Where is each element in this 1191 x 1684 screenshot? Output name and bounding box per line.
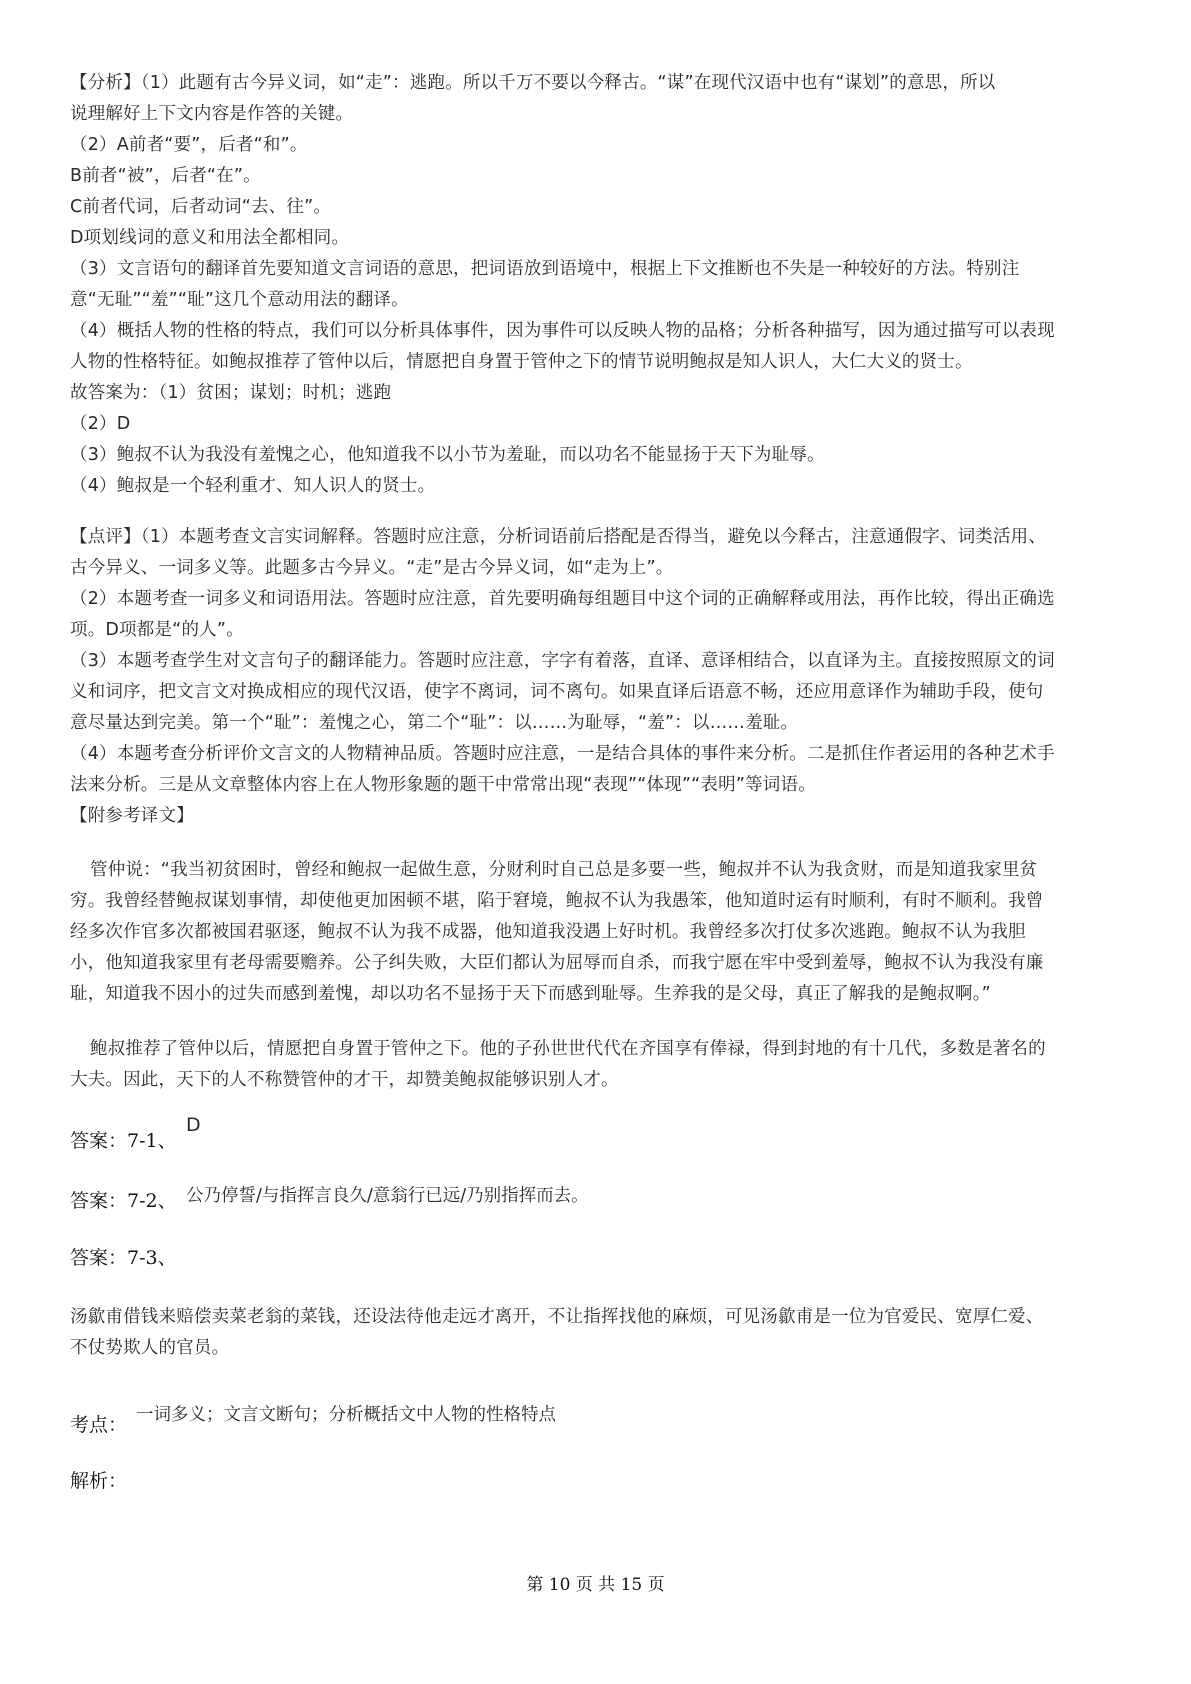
answer-summary-line: （4）鲍叔是一个轻利重才、知人识人的贤士。 [70, 476, 436, 496]
comment-line: 【点评】（1）本题考查文言实词解释。答题时应注意，分析词语前后搭配是否得当，避免以今释古，注意通假字、词类活用、 [70, 527, 1047, 547]
analysis-line: 【分析】（1）此题有古今异义词，如“走”：逃跑。所以千万不要以今释古。“谋”在现代汉语中也有“谋划”的意思，所以 [70, 73, 996, 93]
jiexi-label: 解析： [70, 1470, 128, 1492]
translation-line: 管仲说：“我当初贫困时，曾经和鲍叔一起做生意，分财利时自己总是多要一些，鲍叔并不认为我贪财，而是知道我家里贫 [90, 860, 1038, 880]
analysis-line: 说理解好上下文内容是作答的关键。 [70, 104, 354, 124]
answer-summary-line: （2）D [70, 414, 131, 434]
comment-line: （4）本题考查分析评价文言文的人物精神品质。答题时应注意，一是结合具体的事件来分析。二是抓住作者运用的各种艺术手 [70, 744, 1055, 764]
analysis-line: （3）文言语句的翻译首先要知道文言词语的意思，把词语放到语境中，根据上下文推断也不失是一种较好的方法。特别注 [70, 259, 1020, 279]
answer-summary-line: （3）鲍叔不认为我没有羞愧之心，他知道我不以小节为羞耻，而以功名不能显扬于天下为耻辱。 [70, 445, 825, 465]
analysis-line: （4）概括人物的性格的特点，我们可以分析具体事件，因为事件可以反映人物的品格；分析各种描写，因为通过描写可以表现 [70, 321, 1055, 341]
translation-line: 经多次作官多次都被国君驱逐，鲍叔不认为我不成器，他知道我没遇上好时机。我曾经多次打仗多次逃跑。鲍叔不认为我胆 [70, 922, 1026, 942]
translation-line: 鲍叔推荐了管仲以后，情愿把自身置于管仲之下。他的子孙世世代代在齐国享有俸禄，得到封地的有十几代，多数是著名的 [90, 1039, 1046, 1059]
answer-label: 答案：7-2、 [70, 1190, 177, 1212]
translation-line: 小，他知道我家里有老母需要赡养。公子纠失败，大臣们都认为屈辱而自杀，而我宁愿在牢中受到羞辱，鲍叔不认为我没有廉 [70, 953, 1044, 973]
answer-summary-line: 故答案为：（1）贫困；谋划；时机；逃跑 [70, 383, 392, 403]
analysis-line: B前者“被”，后者“在”。 [70, 166, 261, 186]
analysis-line: D项划线词的意义和用法全都相同。 [70, 228, 350, 248]
comment-line: 意尽量达到完美。第一个“耻”：羞愧之心，第二个“耻”：以……为耻辱，“羞”：以……羞耻。 [70, 713, 799, 733]
analysis-line: C前者代词，后者动词“去、往”。 [70, 197, 332, 217]
translation-line: 穷。我曾经替鲍叔谋划事情，却使他更加困顿不堪，陷于窘境，鲍叔不认为我愚笨，他知道时运有时顺利，有时不顺利。我曾 [70, 891, 1044, 911]
comment-line: （3）本题考查学生对文言句子的翻译能力。答题时应注意，字字有着落，直译、意译相结合，以直译为主。直接按照原文的词 [70, 651, 1055, 671]
comment-line: 义和词序，把文言文对换成相应的现代汉语，使字不离词，词不离句。如果直译后语意不畅，还应用意译作为辅助手段，使句 [70, 682, 1044, 702]
comment-line: 法来分析。三是从文章整体内容上在人物形象题的题干中常常出现“表现”“体现”“表明”等词语。 [70, 775, 816, 795]
kaodian-label: 考点： [70, 1414, 128, 1436]
analysis-line: 意“无耻”“羞”“耻”这几个意动用法的翻译。 [70, 290, 409, 310]
translation-line: 耻，知道我不因小的过失而感到羞愧，却以功名不显扬于天下而感到耻辱。生养我的是父母，真正了解我的是鲍叔啊。” [70, 984, 991, 1004]
answer-value: D [186, 1114, 201, 1136]
answer-value: 公乃停誓/与指挥言良久/意翁行已远/乃别指挥而去。 [186, 1186, 589, 1206]
comment-line: （2）本题考查一词多义和词语用法。答题时应注意，首先要明确每组题目中这个词的正确解释或用法，再作比较，得出正确选 [70, 589, 1055, 609]
kaodian-value: 一词多义；文言文断句；分析概括文中人物的性格特点 [136, 1405, 556, 1425]
answer-label: 答案：7-1、 [70, 1130, 177, 1152]
analysis-line: 人物的性格特征。如鲍叔推荐了管仲以后，情愿把自身置于管仲之下的情节说明鲍叔是知人识人，大仁大义的贤士。 [70, 352, 973, 372]
answer-label: 答案：7-3、 [70, 1247, 177, 1269]
analysis-line: （2）A前者“要”，后者“和”。 [70, 135, 308, 155]
answer-text-line: 汤歙甫借钱来赔偿卖菜老翁的菜钱，还设法待他走远才离开，不让指挥找他的麻烦，可见汤歙甫是一位为官爱民、宽厚仁爱、 [70, 1307, 1044, 1327]
comment-line: 项。D项都是“的人”。 [70, 620, 244, 640]
answer-text-line: 不仗势欺人的官员。 [70, 1338, 230, 1358]
page-footer: 第 10 页 共 15 页 [526, 1575, 665, 1595]
comment-line: 古今异义、一词多义等。此题多古今异义。“走”是古今异义词，如“走为上”。 [70, 558, 674, 578]
translation-line: 大夫。因此，天下的人不称赞管仲的才干，却赞美鲍叔能够识别人才。 [70, 1070, 619, 1090]
reference-translation-heading: 【附参考译文】 [70, 806, 194, 826]
